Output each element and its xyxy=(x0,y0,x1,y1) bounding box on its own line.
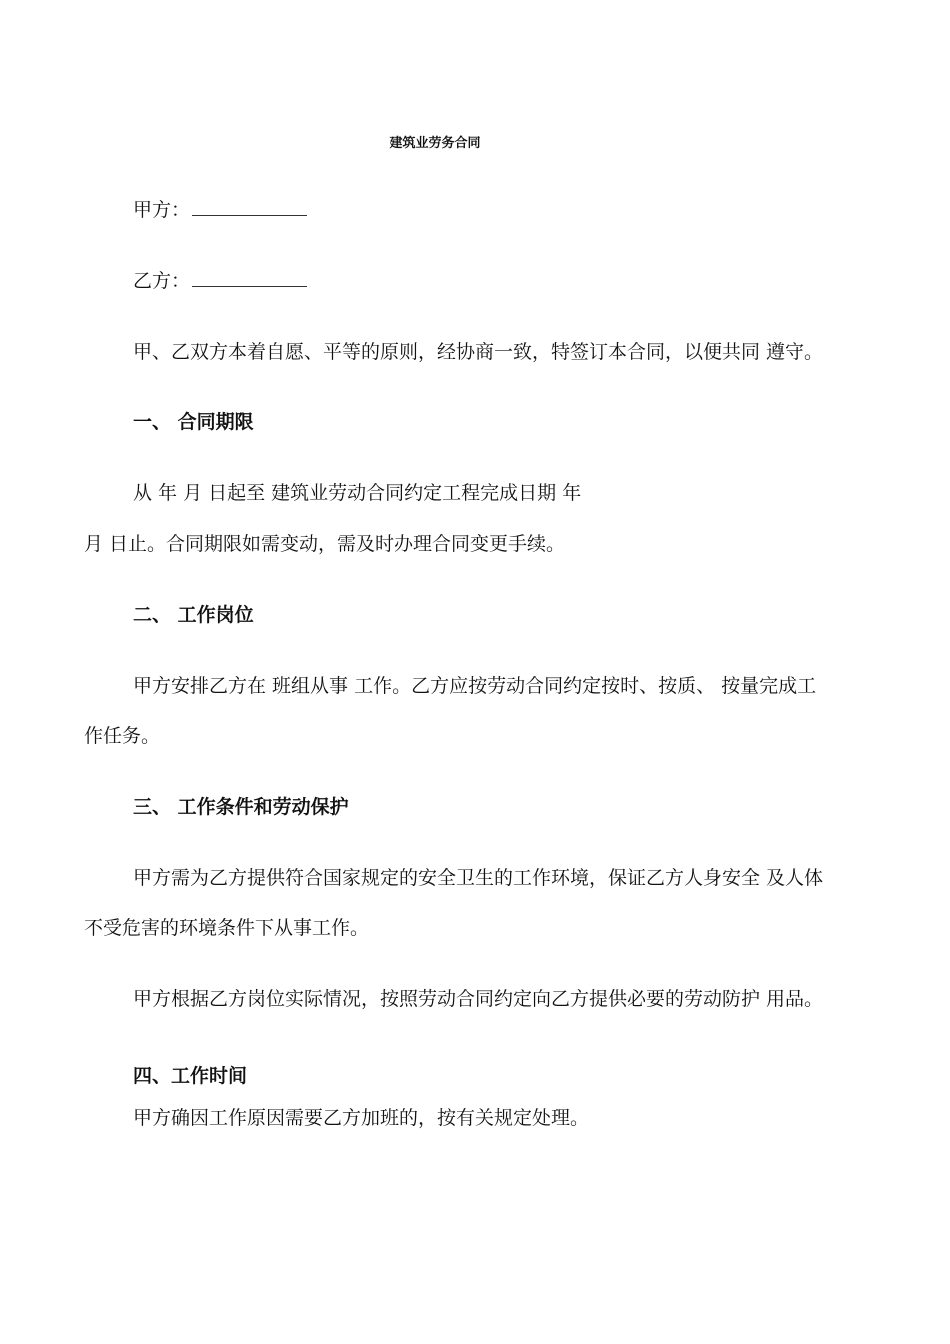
party-b-line xyxy=(133,268,307,293)
section-1-line-2: 月 日止。合同期限如需变动，需及时办理合同变更手续。 xyxy=(84,533,566,555)
party-b-blank xyxy=(192,268,307,287)
section-1-line-1: 从 年 月 日起至 建筑业劳动合同约定工程完成日期 年 xyxy=(133,482,582,504)
document-title: 建筑业劳务合同 xyxy=(389,136,481,151)
section-2-line-2: 作任务。 xyxy=(84,725,161,747)
section-3-heading: 三、 工作条件和劳动保护 xyxy=(133,796,349,818)
section-2-line-1: 甲方安排乙方在 班组从事 工作。乙方应按劳动合同约定按时、按质、 按量完成工 xyxy=(133,675,817,697)
section-2-heading: 二、 工作岗位 xyxy=(133,604,254,626)
intro-paragraph: 甲、乙双方本着自愿、平等的原则，经协商一致，特签订本合同，以便共同 遵守。 xyxy=(133,341,824,363)
section-3-para-1-line-1: 甲方需为乙方提供符合国家规定的安全卫生的工作环境，保证乙方人身安全 及人体 xyxy=(133,867,824,889)
party-b-label: 乙方： xyxy=(133,270,191,292)
party-a-line xyxy=(133,197,307,222)
section-1-heading: 一、 合同期限 xyxy=(133,411,254,433)
section-4-line-1: 甲方确因工作原因需要乙方加班的，按有关规定处理。 xyxy=(133,1107,590,1129)
section-3-para-1-line-2: 不受危害的环境条件下从事工作。 xyxy=(84,917,370,939)
section-3-para-2: 甲方根据乙方岗位实际情况，按照劳动合同约定向乙方提供必要的劳动防护 用品。 xyxy=(133,988,824,1010)
party-a-label: 甲方： xyxy=(133,199,191,221)
party-a-blank xyxy=(192,197,307,216)
section-4-heading: 四、工作时间 xyxy=(133,1065,248,1087)
